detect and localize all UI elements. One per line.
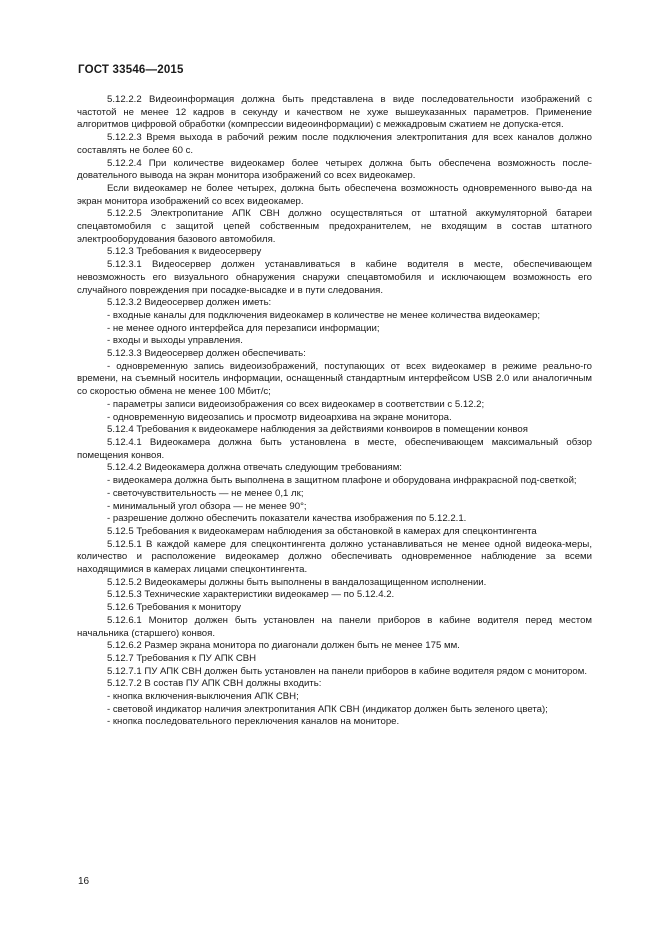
section-heading: 5.12.5 Требования к видеокамерам наблюдения за обстановкой в камерах для спецконтингента: [107, 525, 537, 537]
document-header: ГОСТ 33546—2015: [78, 64, 184, 76]
list-item: - минимальный угол обзора — не менее 90°;: [107, 500, 307, 512]
list-item: - кнопка включения-выключения АПК СВН;: [107, 691, 299, 703]
paragraph: 5.12.5.1 В каждой камере для спецконтингента должно устанавливаться не менее одной видеока-меры, количество и расположение видеокамер должно обеспечивать одновременное наблюдение за всеми находящимися в камерах лицами спецконтингента.: [77, 538, 592, 576]
paragraph: 5.12.5.2 Видеокамеры должны быть выполнены в вандалозащищенном исполнении.: [107, 576, 487, 588]
paragraph: 5.12.2.3 Время выхода в рабочий режим после подключения электропитания для всех каналов должно составлять не более 60 с.: [77, 132, 592, 156]
paragraph: 5.12.2.4 При количестве видеокамер более четырех должна быть обеспечена возможность после-довательного вывода на экран монитора изображений со всех видеокамер.: [77, 157, 592, 182]
paragraph: 5.12.4.2 Видеокамера должна отвечать следующим требованиям:: [107, 462, 402, 474]
page-number: 16: [78, 876, 90, 887]
list-item: - не менее одного интерфейса для перезаписи информации;: [107, 322, 380, 334]
list-item: - кнопка последовательного переключения каналов на мониторе.: [107, 716, 400, 728]
section-heading: 5.12.6 Требования к монитору: [107, 602, 241, 614]
paragraph: 5.12.3.1 Видеосервер должен устанавливаться в кабине водителя в месте, обеспечивающем невозможность его визуального обнаружения снаружи спецавтомобиля и исключающем возможность его случайного повреждения при посадке-высадке и в пути следования.: [77, 259, 592, 296]
section-heading: 5.12.4 Требования к видеокамере наблюдения за действиями конвоиров в помещении конвоя: [107, 424, 528, 436]
paragraph: Если видеокамер не более четырех, должна быть обеспечена возможность одновременного выво-да на экран монитора изображений со всех видеокамер.: [77, 182, 592, 207]
paragraph: 5.12.5.3 Технические характеристики видеокамер — по 5.12.4.2.: [107, 589, 395, 601]
list-item: - параметры записи видеоизображения со всех видеокамер в соответствии с 5.12.2;: [107, 398, 485, 410]
list-item: - разрешение должно обеспечить показатели качества изображения по 5.12.2.1.: [107, 513, 467, 525]
paragraph: 5.12.2.5 Электропитание АПК СВН должно осуществляться от штатной аккумуляторной батареи спецавтомобиля с защитой цепей собственным предохранителем, не входящим в состав штатного электрооборудования базового автомобиля.: [77, 208, 592, 245]
list-item: - светочувствительность — не менее 0,1 лк;: [107, 487, 304, 499]
list-item: - входы и выходы управления.: [107, 335, 243, 347]
paragraph: 5.12.7.2 В состав ПУ АПК СВН должны входить:: [107, 678, 322, 690]
paragraph: 5.12.4.1 Видеокамера должна быть установлена в месте, обеспечивающем максимальный обзор помещения конвоя.: [77, 436, 592, 461]
paragraph: 5.12.6.2 Размер экрана монитора по диагонали должен быть не менее 175 мм.: [107, 640, 460, 652]
paragraph: 5.12.7.1 ПУ АПК СВН должен быть установлен на панели приборов в кабине водителя рядом с монитором.: [107, 665, 587, 677]
paragraph: 5.12.6.1 Монитор должен быть установлен на панели приборов в кабине водителя перед местом начальника (старшего) конвоя.: [77, 614, 592, 639]
list-item: - входные каналы для подключения видеокамер в количестве не менее количества видеокамер;: [107, 309, 541, 321]
section-heading: 5.12.7 Требования к ПУ АПК СВН: [107, 652, 257, 664]
list-item: - одновременную запись видеоизображений, поступающих от всех видеокамер в режиме реально-го времени, на съемный носитель информации, оснащенный стандартным интерфейсом USB 2.0 или аналогичным со скоростью обмена не менее 100 Мбит/с;: [77, 360, 592, 398]
paragraph: 5.12.3.3 Видеосервер должен обеспечивать:: [107, 348, 306, 360]
list-item: - одновременную видеозапись и просмотр видеоархива на экране монитора.: [107, 411, 452, 423]
paragraph: 5.12.3.2 Видеосервер должен иметь:: [107, 297, 272, 309]
document-body: [77, 94, 592, 729]
list-item: - световой индикатор наличия электропитания АПК СВН (индикатор должен быть зеленого цвета);: [107, 703, 548, 715]
section-heading: 5.12.3 Требования к видеосерверу: [107, 246, 262, 258]
paragraph: 5.12.2.2 Видеоинформация должна быть представлена в виде последовательности изображений с частотой не менее 12 кадров в секунду и качеством не хуже вышеуказанных параметров. Применение алгоритмов цифровой обработки (компрессии видеоинформации) с межкадровым сжатием не допуска-ется.: [77, 94, 592, 131]
list-item: - видеокамера должна быть выполнена в защитном плафоне и оборудована инфракрасной под-светкой;: [107, 475, 577, 487]
